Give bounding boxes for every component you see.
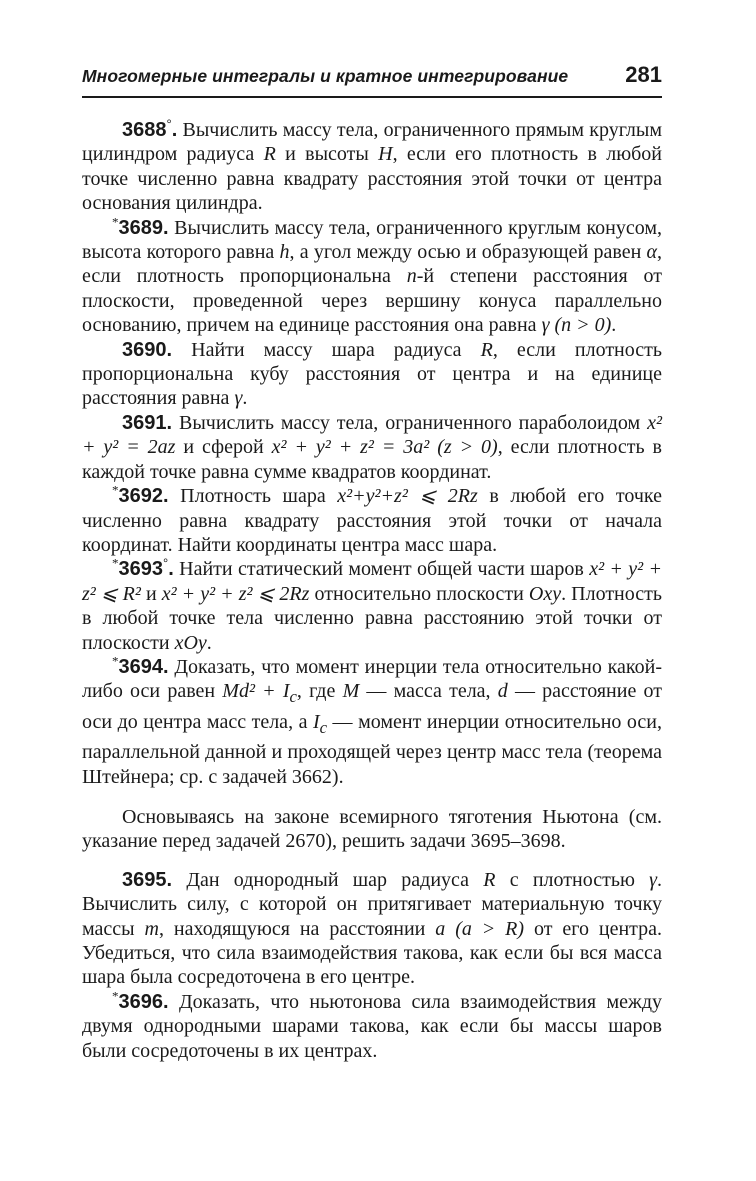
page-number: 281 — [625, 62, 662, 87]
problem-3696: *3696. Доказать, что ньютонова сила взаимодействия между двумя однородными шарами такова, как если бы массы шаров были сосредоточены в их центрах. — [82, 988, 663, 1062]
problem-number: 3691. — [122, 411, 173, 434]
problem-3693: *3693°. Найти статический момент общей части шаров x² + y² + z² ⩽ R² и x² + y² + z² ⩽ 2Rz относительно плоскости Oxy. Плотность в любой точке тела численно равна расстоянию этой точки от плоскости xOy. — [82, 555, 663, 654]
problem-number: 3692. — [118, 485, 169, 508]
section-note: Основываясь на законе всемирного тяготения Ньютона (см. указание перед задачей 2670), решить задачи 3695–3698. — [82, 805, 662, 853]
problem-3688: 3688°. Вычислить массу тела, ограниченного прямым круглым цилиндром радиуса R и высоты H, если его плотность в любой точке численно равна квадрату расстояния этой точки от центра основания цилиндра. — [82, 116, 663, 215]
problem-number: 3695. — [122, 868, 173, 891]
problem-number: 3689. — [118, 216, 169, 239]
problem-number: 3696. — [118, 990, 169, 1013]
problem-3692: *3692. Плотность шара x²+y²+z² ⩽ 2Rz в любой его точке численно равна квадрату расстояния этой точки от начала координат. Найти координаты центра масс шара. — [82, 482, 662, 556]
problem-3695: 3695. Дан однородный шар радиуса R с плотностью γ. Вычислить силу, с которой он притягивает материальную точку массы m, находящуюся на расстоянии a (a > R) от его центра. Убедиться, что сила взаимодействия такова, как если бы вся масса шара была сосредоточена в его центре. — [82, 868, 663, 989]
running-header — [82, 64, 662, 98]
problem-3694: *3694. Доказать, что момент инерции тела относительно какой-либо оси равен $Md^2 + I_c$, где M — масса тела, d — расстояние от оси до центра масс тела, а $I_c$ — момент инерции относительно оси, параллельной данной и проходящей через центр масс тела (теорема Штейнера; ср. с задачей 3662). — [82, 653, 663, 788]
problem-3689: *3689. Вычислить массу тела, ограниченного круглым конусом, высота которого равна h, а угол между осью и образующей равен α, если плотность пропорциональна n-й степени расстояния от плоскости, проведенной через вершину конуса параллельно основанию, причем на единице расстояния она равна γ (n > 0). — [82, 213, 662, 337]
chapter-title: Многомерные интегралы и кратное интегрирование — [82, 66, 569, 86]
problem-number: 3690. — [122, 338, 173, 361]
problem-number: 3693°. — [118, 555, 174, 581]
problem-3690: 3690. Найти массу шара радиуса R, если плотность пропорциональна кубу расстояния от центра и на единице расстояния равна γ. — [82, 338, 662, 410]
page-body — [82, 118, 662, 1063]
problem-3691: 3691. Вычислить массу тела, ограниченного параболоидом x² + y² = 2az и сферой x² + y² + z² = 3a² (z > 0), если плотность в каждой точке равна сумме квадратов координат. — [82, 411, 663, 483]
problem-number: 3694. — [118, 655, 169, 678]
problem-number: 3688°. — [122, 116, 178, 141]
